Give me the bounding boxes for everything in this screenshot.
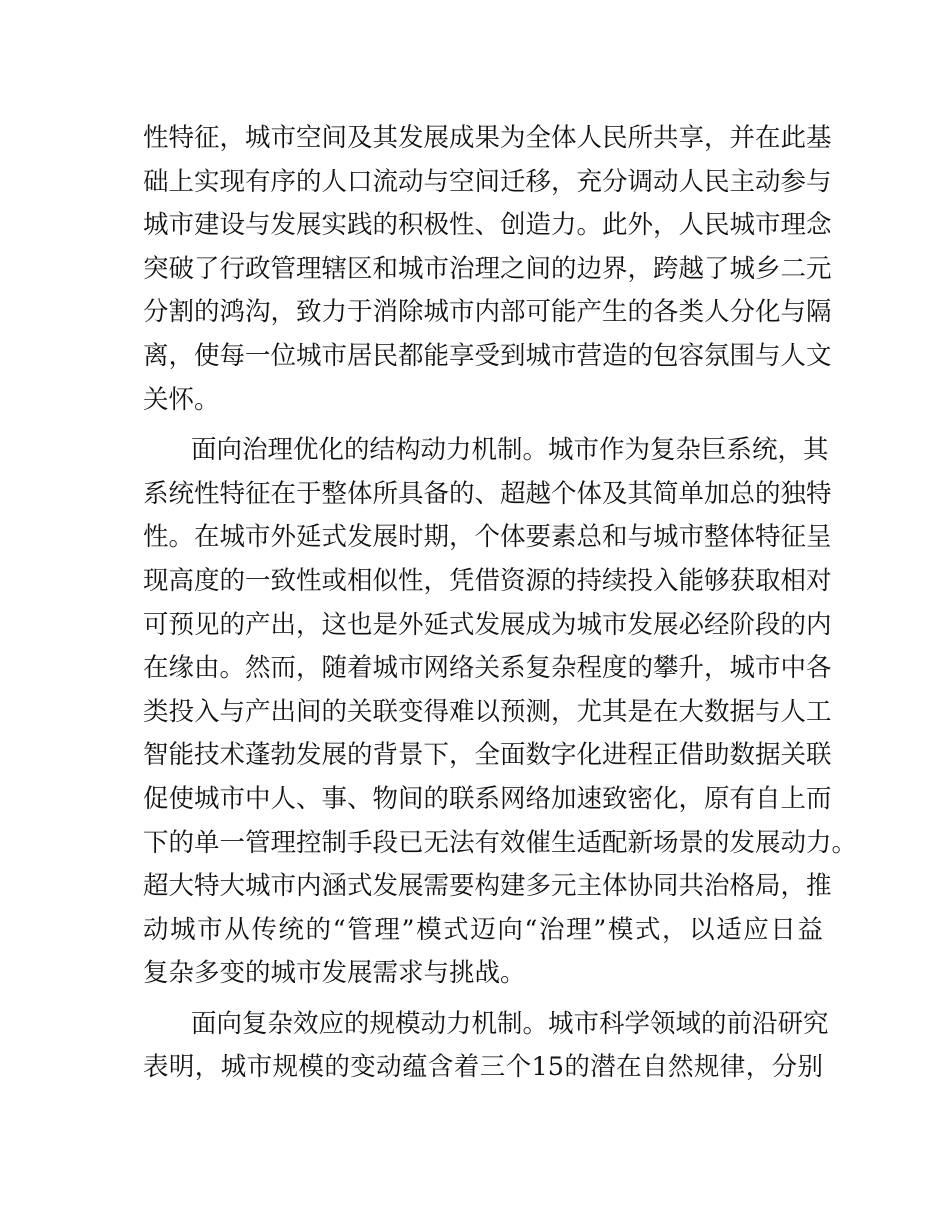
paragraph-gap: [143, 422, 823, 429]
text-line: 系统性特征在于整体所具备的、超越个体及其简单加总的独特: [143, 478, 832, 509]
text-line: 城市建设与发展实践的积极性、创造力。此外，人民城市理念: [143, 210, 832, 241]
text-line: 突破了行政管理辖区和城市治理之间的边界，跨越了城乡二元: [143, 253, 832, 284]
text-line: 超大特大城市内涵式发展需要构建多元主体协同共治格局，推: [143, 871, 832, 902]
text-line: 类投入与产出间的关联变得难以预测，尤其是在大数据与人工: [143, 696, 832, 727]
paragraph-1: [143, 117, 832, 422]
text-line: 表明，城市规模的变动蕴含着三个15的潜在自然规律，分别: [143, 1052, 823, 1083]
text-line: 智能技术蓬勃发展的背景下，全面数字化进程正借助数据关联: [143, 740, 832, 771]
text-line: 础上实现有序的人口流动与空间迁移，充分调动人民主动参与: [143, 166, 832, 197]
text-line: 分割的鸿沟，致力于消除城市内部可能产生的各类人分化与隔: [143, 297, 832, 328]
text-line: 关怀。: [143, 384, 220, 415]
document-body: [143, 117, 858, 1090]
text-line: 可预见的产出，这也是外延式发展成为城市发展必经阶段的内: [143, 609, 832, 640]
text-line: 复杂多变的城市发展需求与挑战。: [143, 958, 526, 989]
text-line: 下的单一管理控制手段已无法有效催生适配新场景的发展动力。: [143, 827, 858, 858]
text-line: 性。在城市外延式发展时期，个体要素总和与城市整体特征呈: [143, 522, 832, 553]
text-line: 面向复杂效应的规模动力机制。城市科学领域的前沿研究: [191, 1008, 829, 1039]
text-line: 现高度的一致性或相似性，凭借资源的持续投入能够获取相对: [143, 565, 832, 596]
text-line: 在缘由。然而，随着城市网络关系复杂程度的攀升，城市中各: [143, 653, 832, 684]
paragraph-3: [143, 1003, 829, 1090]
text-line: 面向治理优化的结构动力机制。城市作为复杂巨系统，其: [191, 435, 829, 466]
text-line: 促使城市中人、事、物间的联系网络加速致密化，原有自上而: [143, 783, 832, 814]
text-line: 离，使每一位城市居民都能享受到城市营造的包容氛围与人文: [143, 340, 832, 371]
text-line: 性特征，城市空间及其发展成果为全体人民所共享，并在此基: [143, 123, 832, 153]
text-line: 动城市从传统的“管理”模式迈向“治理”模式，以适应日益: [143, 914, 823, 945]
paragraph-2: [143, 429, 858, 996]
paragraph-gap: [143, 996, 823, 1003]
